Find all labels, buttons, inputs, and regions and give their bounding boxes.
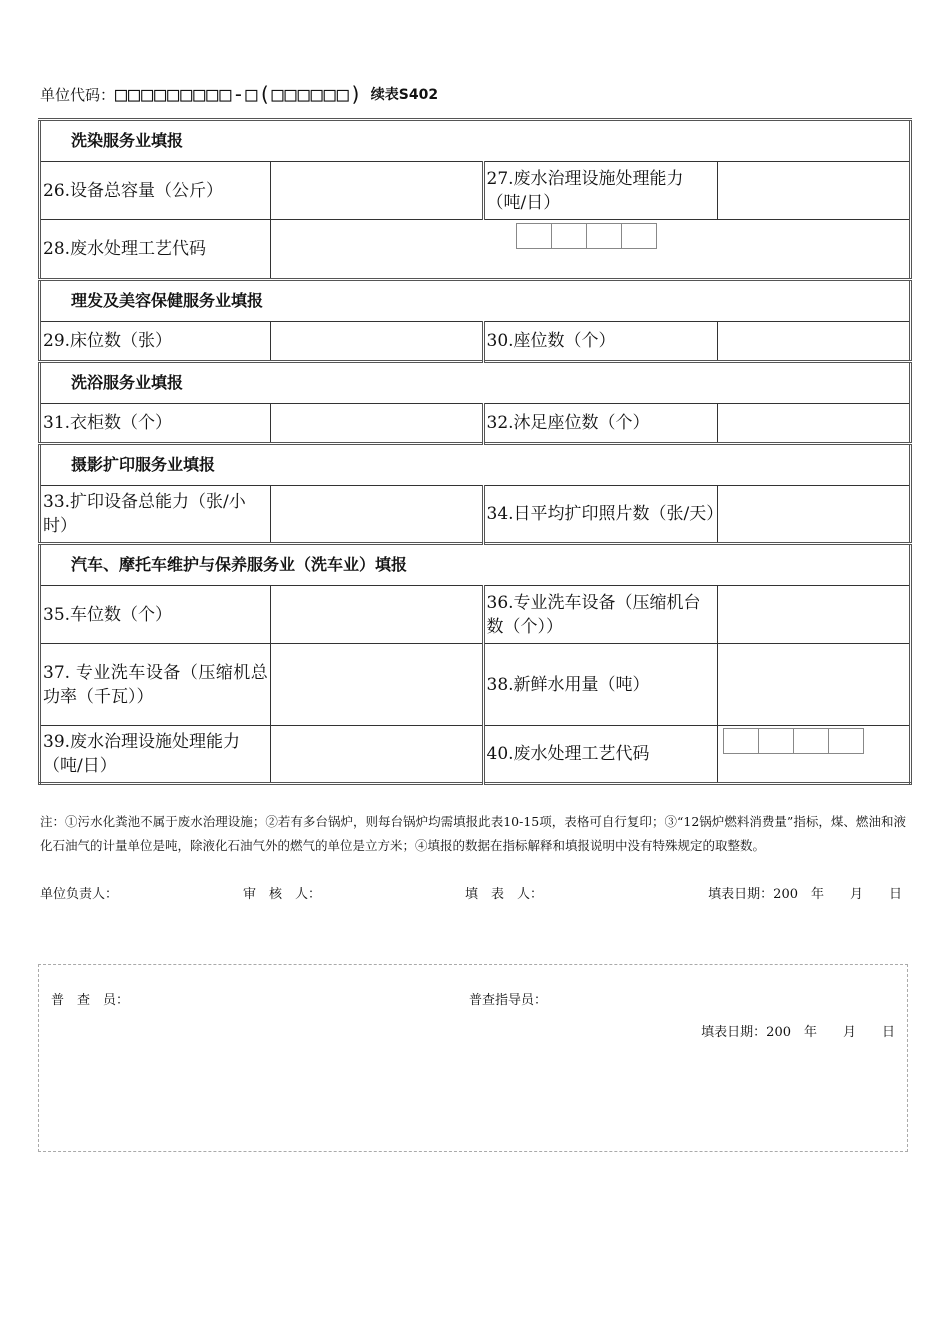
label-38: 38.新鲜水用量（吨） xyxy=(483,644,718,726)
filler-label: 填 表 人： xyxy=(465,887,544,902)
section-carwash: 汽车、摩托车维护与保养服务业（洗车业）填报 xyxy=(40,544,911,586)
label-35: 35.车位数（个） xyxy=(40,586,271,644)
supervisor-label: 普查指导员： xyxy=(469,993,548,1008)
unit-code-input-boxes[interactable]: □□□□□□□□□-□(□□□□□□) xyxy=(115,82,363,106)
label-40: 40.废水处理工艺代码 xyxy=(483,726,718,784)
field-30[interactable] xyxy=(718,322,911,362)
label-30: 30.座位数（个） xyxy=(483,322,718,362)
label-36: 36.专业洗车设备（压缩机台数（个）） xyxy=(483,586,718,644)
section-photo: 摄影扩印服务业填报 xyxy=(40,444,911,486)
unit-code-label: 单位代码： xyxy=(40,85,116,104)
field-29[interactable] xyxy=(270,322,483,362)
field-36[interactable] xyxy=(718,586,911,644)
section-beauty: 理发及美容保健服务业填报 xyxy=(40,280,911,322)
label-39: 39.废水治理设施处理能力（吨/日） xyxy=(40,726,271,784)
field-27[interactable] xyxy=(718,162,911,220)
field-33[interactable] xyxy=(270,486,483,544)
field-35[interactable] xyxy=(270,586,483,644)
field-34[interactable] xyxy=(718,486,911,544)
form-note: 注：①污水化粪池不属于废水治理设施；②若有多台锅炉，则每台锅炉均需填报此表10-15项，表格可自行复印；③“12锅炉燃料消费量”指标，煤、燃油和液化石油气的计量单位是吨，除液化石油气外的燃气的单位是立方米；④填报的数据在指标解释和填报说明中没有特殊规定的取整数。 xyxy=(40,814,906,853)
label-29: 29.床位数（张） xyxy=(40,322,271,362)
field-39[interactable] xyxy=(270,726,483,784)
section-laundry: 洗染服务业填报 xyxy=(40,120,911,162)
field-26[interactable] xyxy=(270,162,483,220)
label-32: 32.沐足座位数（个） xyxy=(483,404,718,444)
label-27: 27.废水治理设施处理能力（吨/日） xyxy=(483,162,718,220)
field-37[interactable] xyxy=(270,644,483,726)
label-37: 37. 专业洗车设备（压缩机总功率（千瓦）） xyxy=(40,644,271,726)
signature-row xyxy=(40,884,906,906)
surveyor-label: 普 查 员： xyxy=(51,993,130,1008)
field-40[interactable] xyxy=(718,726,911,784)
code-boxes-40[interactable] xyxy=(724,728,864,754)
field-32[interactable] xyxy=(718,404,911,444)
code-boxes-28[interactable] xyxy=(517,223,657,249)
label-26: 26.设备总容量（公斤） xyxy=(40,162,271,220)
section-bath: 洗浴服务业填报 xyxy=(40,362,911,404)
census-fill-date: 填表日期：200 年 月 日 xyxy=(701,1025,895,1040)
label-31: 31.衣柜数（个） xyxy=(40,404,271,444)
unit-head-label: 单位负责人： xyxy=(40,887,119,902)
label-34: 34.日平均扩印照片数（张/天） xyxy=(483,486,718,544)
census-box xyxy=(38,964,908,1152)
fill-date-label: 填表日期：200 年 月 日 xyxy=(708,887,902,902)
form-header xyxy=(40,80,438,108)
field-28[interactable] xyxy=(270,220,910,280)
field-38[interactable] xyxy=(718,644,911,726)
reviewer-label: 审 核 人： xyxy=(243,887,322,902)
label-28: 28.废水处理工艺代码 xyxy=(40,220,271,280)
field-31[interactable] xyxy=(270,404,483,444)
form-title: 续表S402 xyxy=(370,87,439,103)
survey-table xyxy=(38,118,912,785)
label-33: 33.扩印设备总能力（张/小时） xyxy=(40,486,271,544)
